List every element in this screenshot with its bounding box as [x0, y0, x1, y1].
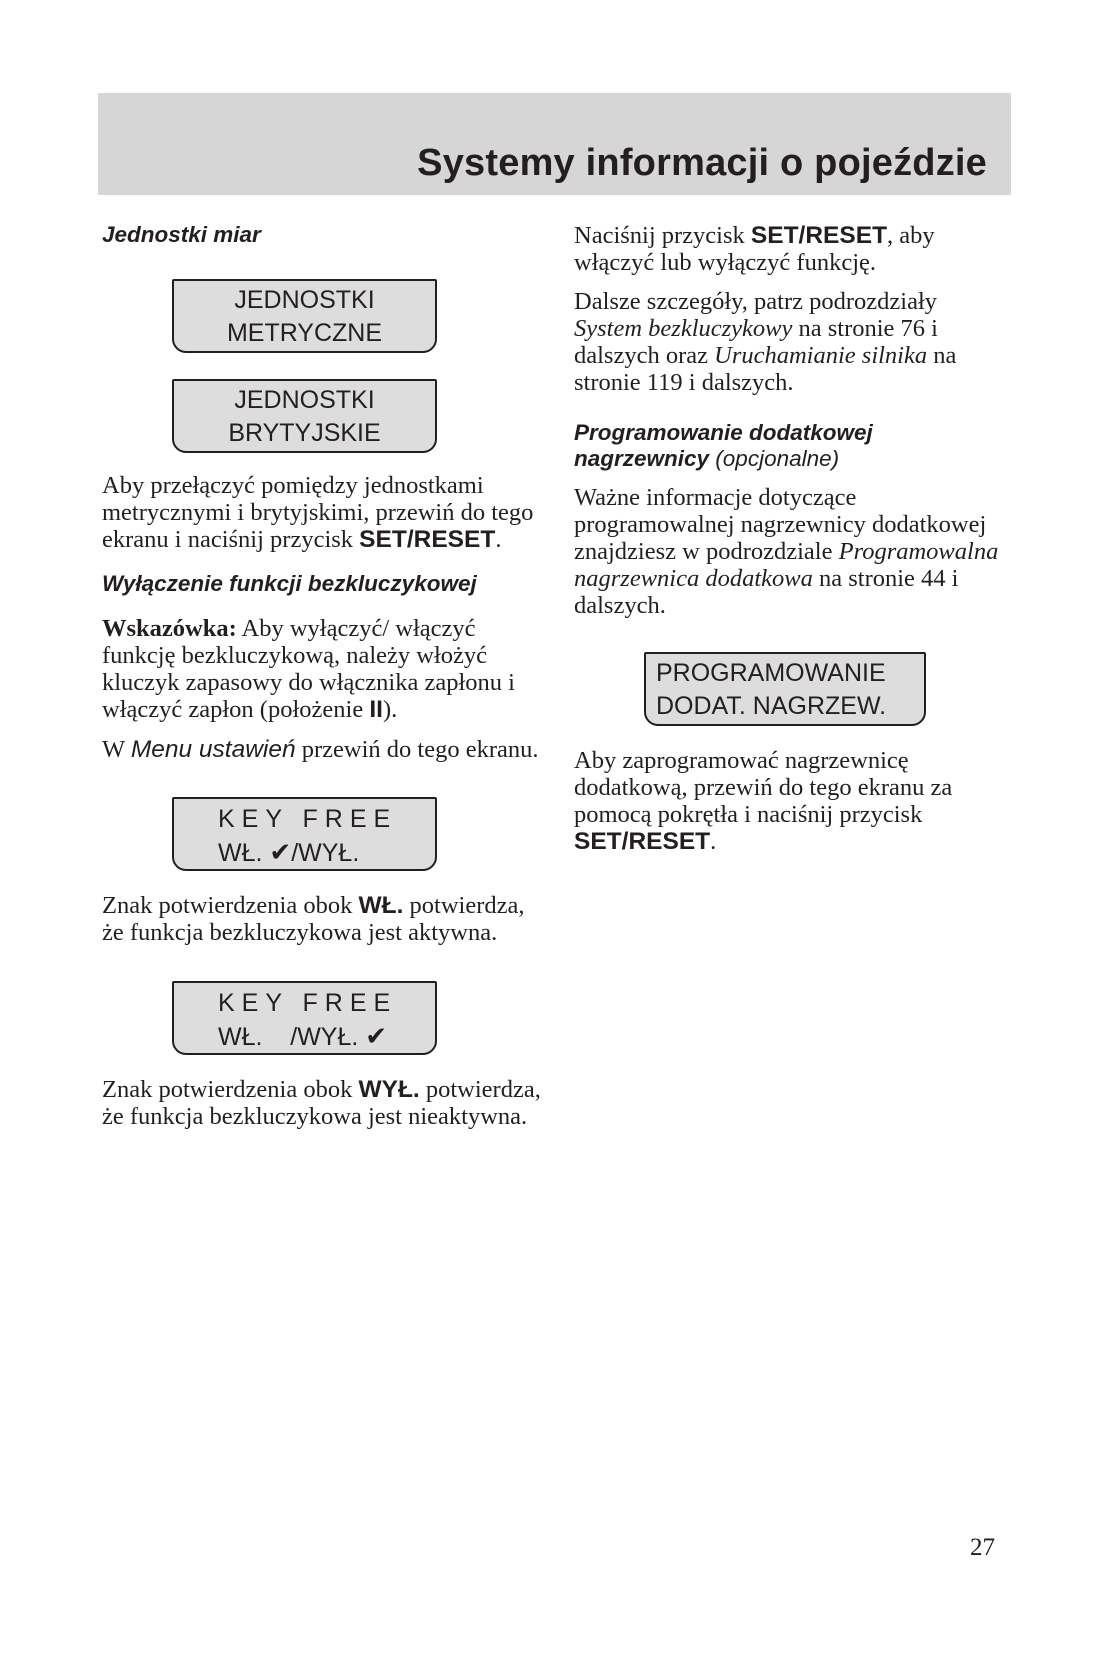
set-reset-paragraph: Naciśnij przycisk SET/RESET, aby włączyć lub wyłączyć funkcję.: [574, 222, 935, 276]
cross-reference: System bezkluczykowy: [574, 315, 793, 342]
note-paragraph: Wskazówka: Aby wyłączyć/ włączyć funkcję bezkluczykową, należy włożyć kluczyk zapasowy do włącznika zapłonu i włączyć zapłon (położenie II).: [102, 615, 515, 723]
display-metric-units: [172, 279, 437, 353]
details-paragraph: Dalsze szczegóły, patrz podrozdziały System bezkluczykowy na stronie 76 i dalszych oraz Uruchamianie silnika na stronie 119 i dalszych.: [574, 288, 957, 396]
off-label: WYŁ.: [358, 1076, 420, 1103]
display-line: KEY FREE: [218, 805, 398, 833]
display-keyfree-off: [172, 981, 437, 1055]
header-band: [98, 93, 1011, 195]
display-line: PROGRAMOWANIE: [656, 659, 886, 687]
cross-reference: Uruchamianie silnika: [714, 342, 928, 369]
right-column: [574, 222, 1004, 855]
keyfree-heading: Wyłączenie funkcji bezkluczykowej: [102, 571, 477, 596]
display-line: WŁ. /WYŁ. ✔: [218, 1021, 388, 1051]
units-paragraph: Aby przełączyć pomiędzy jednostkami metrycznymi i brytyjskimi, przewiń do tego ekranu i naciśnij przycisk SET/RESET.: [102, 472, 534, 553]
display-line: KEY FREE: [218, 989, 398, 1017]
menu-paragraph: W Menu ustawień przewiń do tego ekranu.: [102, 736, 539, 763]
left-column: [102, 222, 542, 1130]
checkmark-icon: ✔: [365, 1021, 388, 1051]
display-line: DODAT. NAGRZEW.: [656, 692, 887, 720]
display-keyfree-on: [172, 797, 437, 871]
display-line: METRYCZNE: [226, 319, 383, 347]
units-heading: Jednostki miar: [102, 222, 261, 247]
set-reset-label: SET/RESET: [750, 222, 888, 249]
display-imperial-units: [172, 379, 437, 453]
heater-heading: Programowanie dodatkowej nagrzewnicy (opcjonalne): [574, 420, 873, 471]
checkmark-icon: ✔: [269, 837, 292, 867]
heater-info-paragraph: Ważne informacje dotyczące programowalnej nagrzewnicy dodatkowej znajdziesz w podrozdziale Programowalna nagrzewnica dodatkowa na stronie 44 i dalszych.: [574, 484, 999, 619]
display-line: BRYTYJSKIE: [228, 419, 381, 447]
set-reset-label: SET/RESET: [574, 828, 711, 855]
cross-reference: Programowalna nagrzewnica dodatkowa: [574, 538, 999, 592]
set-reset-label: SET/RESET: [359, 526, 496, 553]
on-label: WŁ.: [358, 892, 404, 919]
page-title: Systemy informacji o pojeździe: [417, 142, 987, 184]
display-line: WŁ. ✔/WYŁ.: [218, 837, 360, 867]
display-line: JEDNOSTKI: [234, 386, 375, 414]
keyfree-on-paragraph: Znak potwierdzenia obok WŁ. potwierdza, że funkcja bezkluczykowa jest aktywna.: [102, 892, 525, 946]
heater-paragraph: Aby zaprogramować nagrzewnicę dodatkową, przewiń do tego ekranu za pomocą pokrętła i naciśnij przycisk SET/RESET.: [574, 747, 953, 855]
display-heater: [644, 652, 926, 726]
menu-name: Menu ustawień: [130, 736, 296, 763]
ignition-position: II: [369, 696, 383, 723]
page-number: 27: [970, 1534, 995, 1561]
note-label: Wskazówka:: [102, 615, 237, 642]
keyfree-off-paragraph: Znak potwierdzenia obok WYŁ. potwierdza, że funkcja bezkluczykowa jest nieaktywna.: [102, 1076, 541, 1130]
display-line: JEDNOSTKI: [234, 286, 375, 314]
